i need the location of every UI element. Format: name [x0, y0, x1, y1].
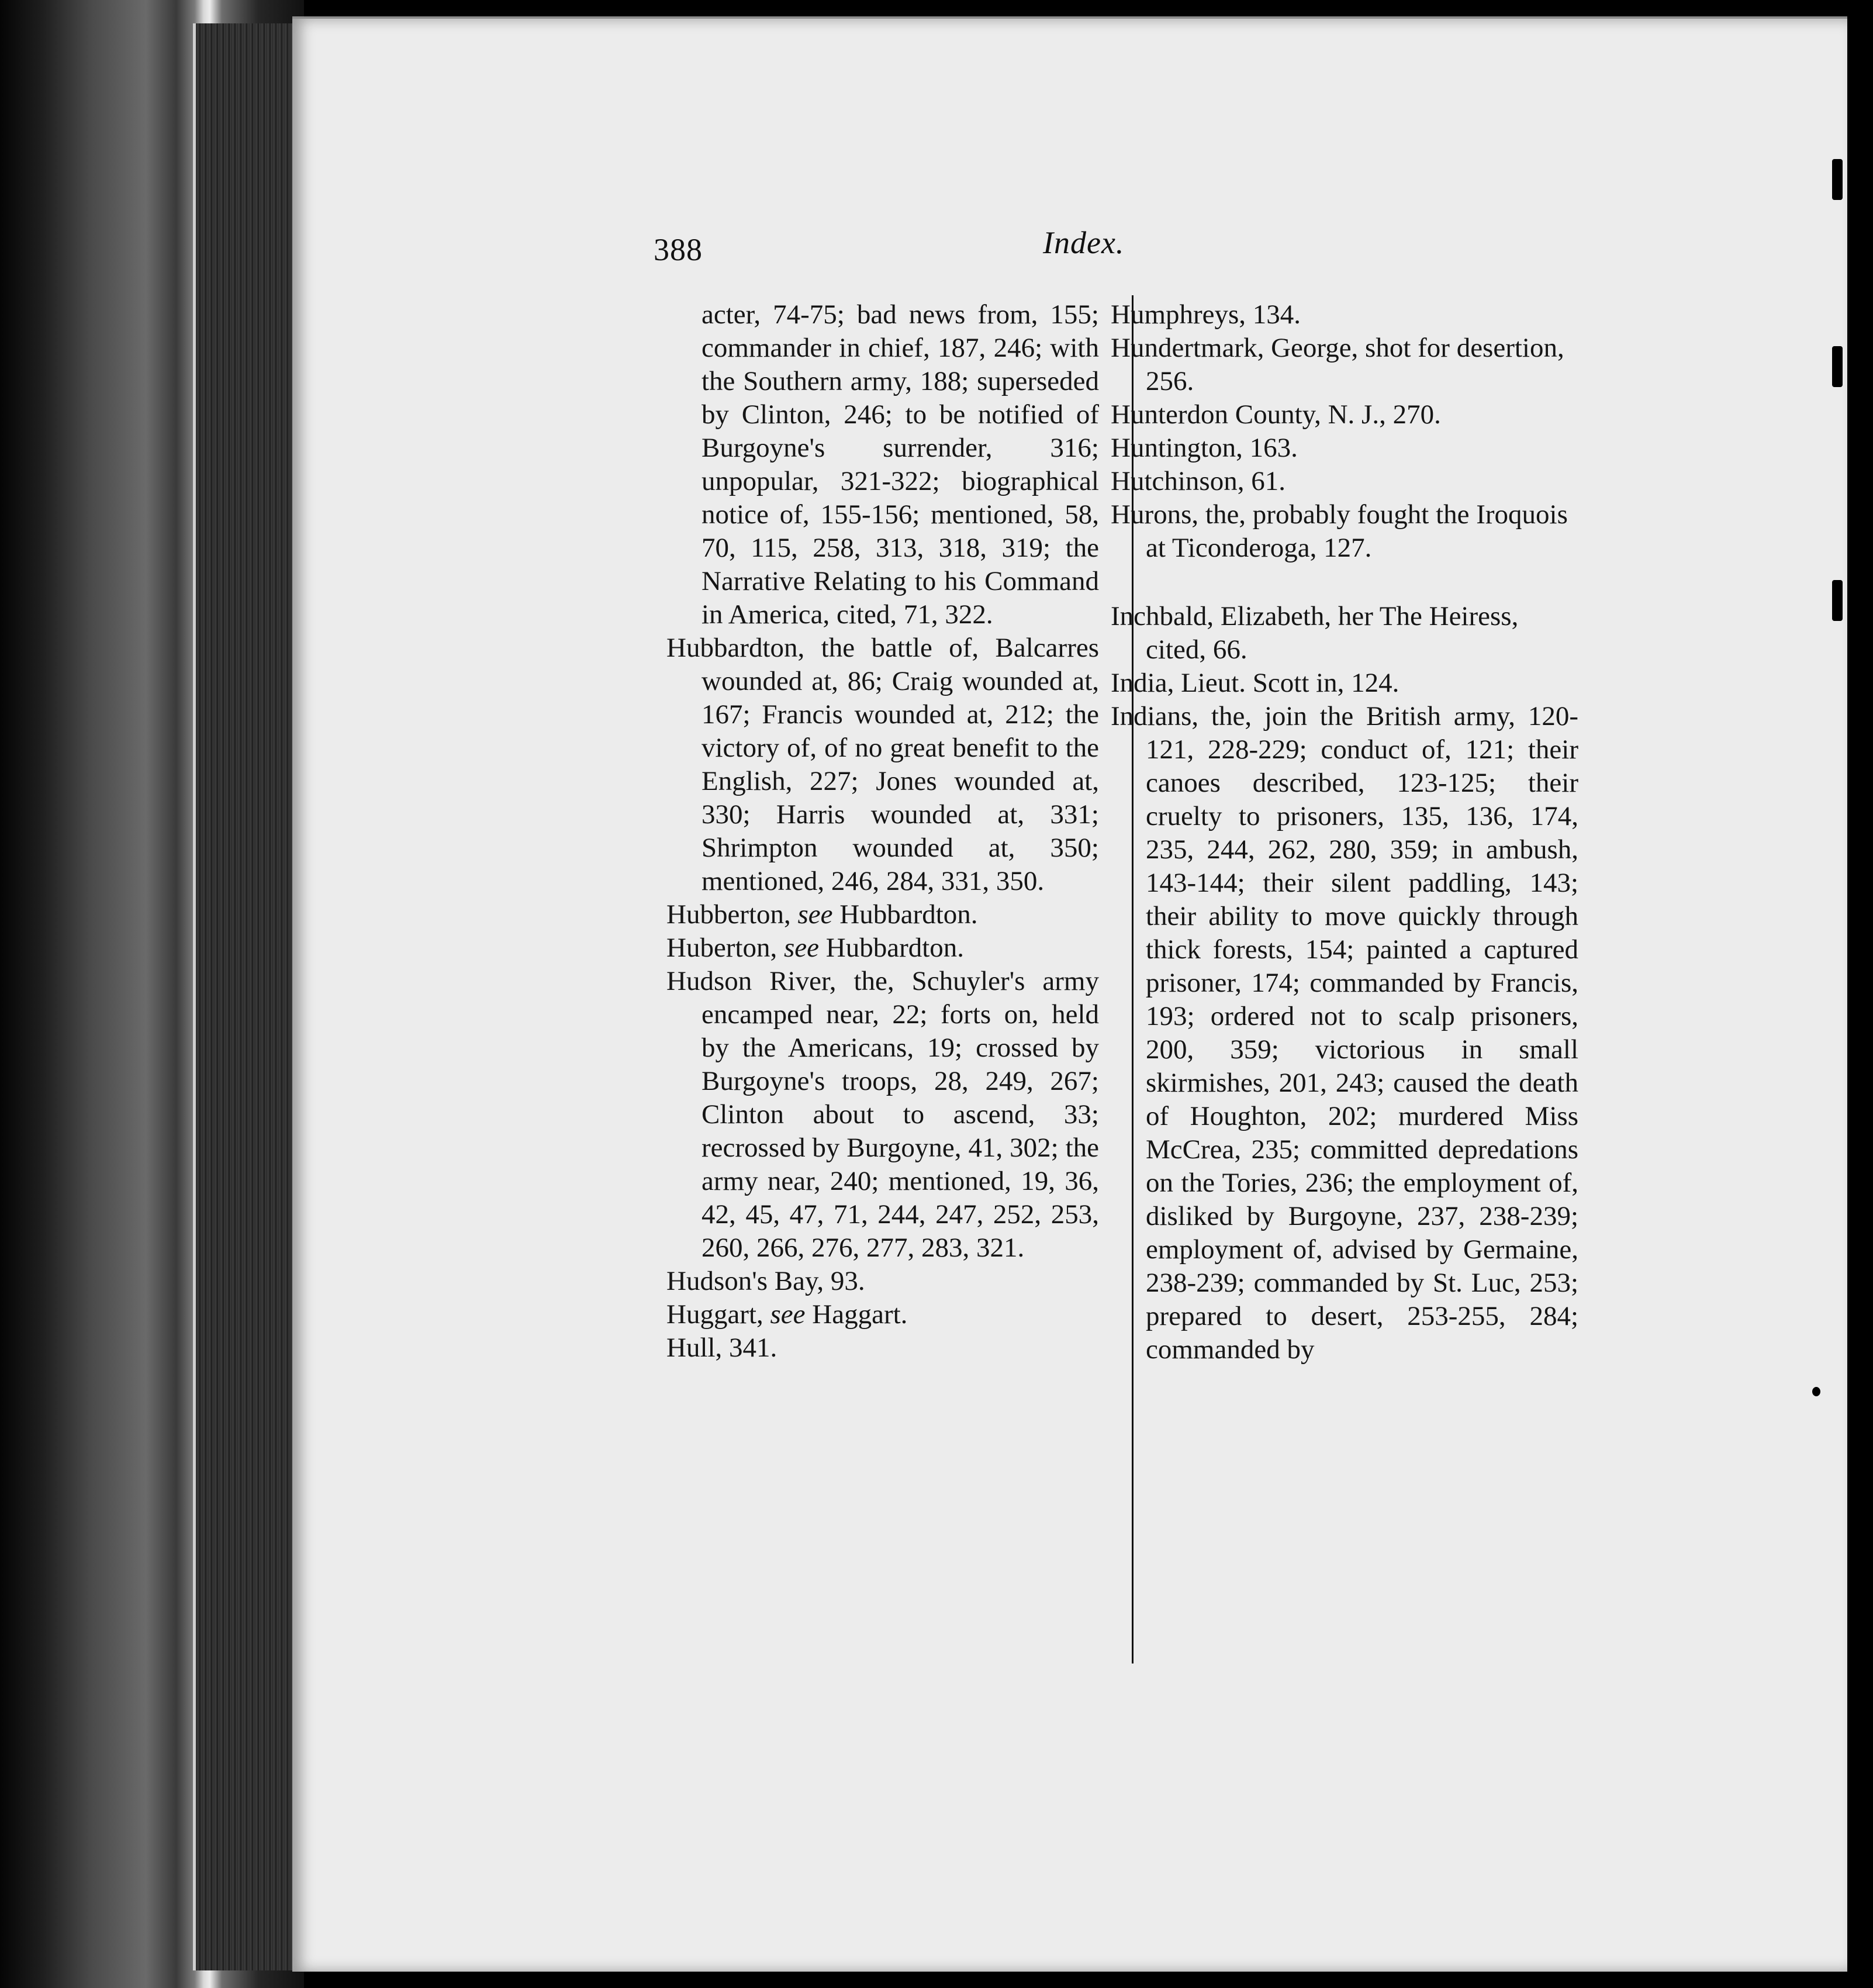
index-entry: Hundertmark, George, shot for desertion, 256. [1111, 333, 1564, 396]
section-gap [1111, 565, 1578, 600]
index-column-right [1111, 298, 1578, 1366]
index-entry: Indians, the, join the British army, 120-121, 228-229; conduct of, 121; their canoes described, 123-125; their cruelty to prisoners, 135, 136, 174, 235, 244, 262, 280, 359; in ambush, 143-144; their silent paddling, 143; their ability to move quickly through thick forests, 154; painted a captured prisoner, 174; commanded by Francis, 193; ordered not to scalp prisoners, 200, 359; victorious in small skirmishes, 201, 243; caused the death of Houghton, 202; murdered Miss McCrea, 235; committed depredations on the Tories, 236; the employment of, disliked by Burgoyne, 237, 238-239; employment of, advised by Germaine, 238-239; commanded by St. Luc, 253; prepared to desert, 253-255, 284; commanded by [1111, 701, 1578, 1365]
index-entry: Hull, 341. [666, 1333, 777, 1363]
index-entry: Hutchinson, 61. [1111, 466, 1285, 496]
index-entry-see [666, 1298, 1099, 1331]
page-stack-edges [193, 23, 307, 1970]
page-number: 388 [654, 232, 703, 267]
index-entry: Hubbardton, the battle of, Balcarres wounded at, 86; Craig wounded at, 167; Francis wounded at, 212; the victory of, of no great benefit to the English, 227; Jones wounded at, 330; Harris wounded at, 331; Shrimpton wounded at, 350; mentioned, 246, 284, 331, 350. [666, 633, 1099, 896]
index-entry: Hudson's Bay, 93. [666, 1266, 865, 1296]
ink-speck [1812, 1387, 1820, 1396]
binding-clip [1832, 346, 1843, 387]
index-entry: Hurons, the, probably fought the Iroquois at Ticonderoga, 127. [1111, 499, 1568, 563]
index-entry: Humphreys, 134. [1111, 299, 1301, 330]
binding-clip [1832, 159, 1843, 200]
index-entry-see [666, 898, 1099, 931]
index-entry: Hunterdon County, N. J., 270. [1111, 399, 1441, 430]
index-entry: Huntington, 163. [1111, 433, 1298, 463]
index-entry: India, Lieut. Scott in, 124. [1111, 668, 1399, 698]
see-target: Hubbardton. [825, 933, 965, 963]
see-target: Hubbardton. [839, 899, 978, 930]
see-reference: see [770, 1299, 806, 1330]
index-entry-continuation: acter, 74-75; bad news from, 155; commander in chief, 187, 246; with the Southern army, 188; superseded by Clinton, 246; to be notified of Burgoyne's surrender, 316; unpopular, 321-322; biographical notice of, 155-156; mentioned, 58, 70, 115, 258, 313, 318, 319; the Narrative Relating to his Command in America, cited, 71, 322. [701, 299, 1099, 630]
binding-clip [1832, 580, 1843, 621]
index-entry: Inchbald, Elizabeth, her The Heiress, cited, 66. [1111, 601, 1519, 665]
see-reference: see [784, 933, 820, 963]
index-column-left [666, 298, 1099, 1365]
index-entry: Hudson River, the, Schuyler's army encamped near, 22; forts on, held by the Americans, 19; crossed by Burgoyne's troops, 28, 249, 267; Clinton about to ascend, 33; recrossed by Burgoyne, 41, 302; the army near, 240; mentioned, 19, 36, 42, 45, 47, 71, 244, 247, 252, 253, 260, 266, 276, 277, 283, 321. [666, 966, 1099, 1263]
see-reference: see [797, 899, 833, 930]
entry-head: Huggart, [666, 1299, 763, 1330]
entry-head: Huberton, [666, 933, 777, 963]
index-entry-see [666, 931, 1099, 965]
entry-head: Hubberton, [666, 899, 791, 930]
running-head: Index. [1043, 225, 1125, 260]
see-target: Haggart. [812, 1299, 908, 1330]
